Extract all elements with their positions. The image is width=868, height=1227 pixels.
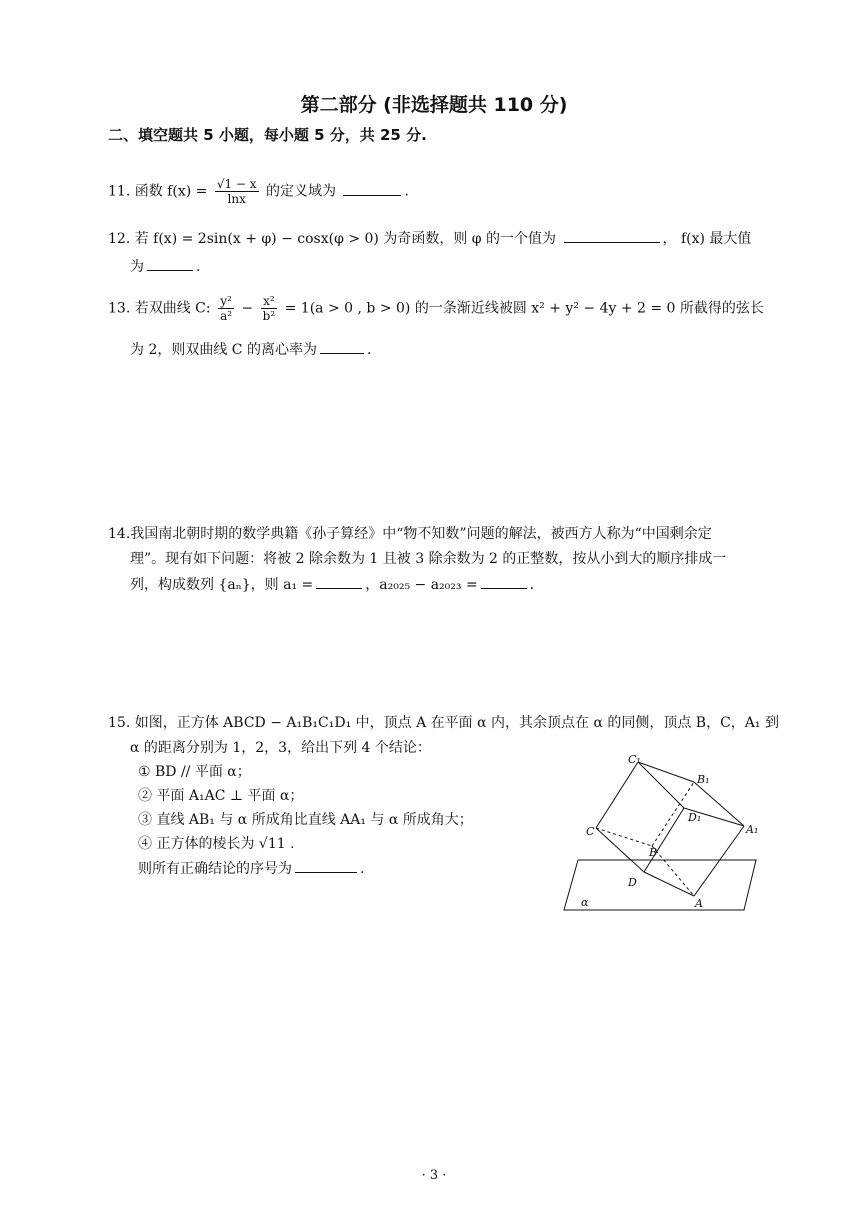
q12-end: . bbox=[196, 259, 201, 275]
question-13-line1 bbox=[108, 294, 764, 323]
page-title: 第二部分 (非选择题共 110 分) bbox=[300, 94, 568, 116]
q13-minus: − bbox=[241, 300, 254, 317]
q11-number: 11. bbox=[108, 183, 131, 200]
q13-answer-blank[interactable] bbox=[320, 339, 364, 354]
question-15-line2 bbox=[130, 738, 431, 758]
q13-f1-den: a² bbox=[220, 309, 233, 323]
q15-last-line bbox=[138, 858, 364, 879]
plane-alpha bbox=[564, 860, 756, 910]
edge-c1-c bbox=[596, 762, 638, 828]
section-heading: 二、填空题共 5 小题，每小题 5 分，共 25 分. bbox=[108, 126, 427, 144]
q14-line3-a: 列，构成数列 {aₙ}，则 a₁ = bbox=[130, 577, 314, 593]
q15-last: 则所有正确结论的序号为 bbox=[138, 861, 292, 877]
q13-number: 13. bbox=[108, 300, 131, 317]
question-14-line2 bbox=[130, 549, 726, 569]
q15-item-1: ① BD // 平面 α； bbox=[138, 764, 251, 780]
q14-end: . bbox=[529, 577, 535, 593]
question-14-line3 bbox=[130, 574, 534, 595]
q15-item-2: ② 平面 A₁AC ⊥ 平面 α； bbox=[138, 788, 304, 804]
q15-line1: 如图，正方体 ABCD − A₁B₁C₁D₁ 中，顶点 A 在平面 α 内，其余顶点在 α 的同侧，顶点 B，C，A₁ 到 bbox=[134, 715, 779, 731]
edge-c-d bbox=[596, 828, 644, 872]
q15-answer-blank[interactable] bbox=[295, 858, 357, 873]
edge-a1-a bbox=[694, 826, 744, 896]
label-d: D bbox=[628, 876, 637, 889]
q13-f1-num: y² bbox=[218, 294, 234, 309]
label-a: A bbox=[695, 897, 703, 910]
label-b1: B₁ bbox=[697, 773, 710, 786]
label-alpha: α bbox=[581, 896, 589, 909]
q12-line1-tail: ， f(x) 最大值 bbox=[662, 231, 752, 247]
question-13-line2 bbox=[130, 339, 371, 360]
q11-frac-num: √1 − x bbox=[216, 177, 257, 191]
q13-end: . bbox=[366, 342, 372, 358]
q15-end: . bbox=[360, 861, 365, 877]
q11-end: . bbox=[404, 183, 409, 200]
question-12-line1 bbox=[108, 228, 751, 249]
hidden-edge-b-a bbox=[652, 846, 694, 896]
q11-fraction bbox=[215, 177, 259, 206]
cube-figure bbox=[556, 748, 766, 918]
q13-text-b: = 1(a > 0 , b > 0) 的一条渐近线被圆 x² + y² − 4y + 2 = 0 所截得的弦长 bbox=[284, 300, 764, 317]
q15-line2: α 的距离分别为 1，2，3，给出下列 4 个结论： bbox=[130, 740, 431, 756]
label-b: B bbox=[649, 846, 658, 859]
q11-text-b: 的定义域为 bbox=[266, 183, 336, 200]
q12-line1: 若 f(x) = 2sin(x + φ) − cosx(φ > 0) 为奇函数，则 φ 的一个值为 bbox=[134, 231, 557, 247]
hidden-edge-c-b bbox=[596, 828, 652, 846]
q13-line2: 为 2，则双曲线 C 的离心率为 bbox=[130, 342, 317, 358]
page-number: · 3 · bbox=[421, 1168, 447, 1183]
edge-d-a bbox=[644, 872, 694, 896]
q14-line2: 理”。现有如下问题：将被 2 除余数为 1 且被 3 除余数为 2 的正整数，按从小到大的顺序排成一 bbox=[130, 551, 727, 567]
q11-fx: f(x) = bbox=[167, 183, 208, 200]
question-12-line2 bbox=[130, 256, 200, 277]
edge-c1-b1 bbox=[638, 762, 694, 782]
edge-d1-d bbox=[644, 808, 684, 872]
q14-answer-blank-1[interactable] bbox=[316, 574, 362, 589]
q12-answer-blank-1[interactable] bbox=[564, 228, 660, 243]
label-a1: A₁ bbox=[746, 823, 759, 836]
edge-c1-d1 bbox=[638, 762, 684, 808]
edge-b1-a1 bbox=[694, 782, 744, 826]
q12-line2-a: 为 bbox=[130, 259, 144, 275]
q13-f2-num: x² bbox=[261, 294, 278, 309]
q12-number: 12. bbox=[108, 231, 131, 247]
q14-line1: 我国南北朝时期的数学典籍《孙子算经》中“物不知数”问题的解法，被西方人称为“中国剩余定 bbox=[130, 526, 712, 542]
label-c1: C₁ bbox=[628, 753, 641, 766]
q14-answer-blank-2[interactable] bbox=[481, 574, 527, 589]
question-11 bbox=[108, 177, 409, 206]
question-14-line1 bbox=[108, 524, 712, 544]
q15-number: 15. bbox=[108, 715, 131, 731]
q11-answer-blank[interactable] bbox=[343, 181, 401, 196]
q12-answer-blank-2[interactable] bbox=[147, 256, 193, 271]
q13-text-a: 若双曲线 C: bbox=[134, 300, 211, 317]
q11-frac-den: lnx bbox=[227, 192, 246, 206]
label-d1: D₁ bbox=[688, 811, 702, 824]
question-15-line1 bbox=[108, 713, 779, 733]
q11-text-a: 函数 bbox=[134, 183, 163, 200]
q13-fraction-2 bbox=[261, 294, 278, 323]
q15-item-3: ③ 直线 AB₁ 与 α 所成角比直线 AA₁ 与 α 所成角大； bbox=[138, 812, 473, 828]
q13-f2-den: b² bbox=[262, 309, 276, 323]
q15-item-4: ④ 正方体的棱长为 √11 . bbox=[138, 836, 295, 852]
q14-line3-b: ，a₂₀₂₅ − a₂₀₂₃ = bbox=[365, 577, 478, 593]
q13-fraction-1 bbox=[218, 294, 234, 323]
q14-number: 14. bbox=[108, 526, 131, 542]
label-c: C bbox=[586, 825, 595, 838]
